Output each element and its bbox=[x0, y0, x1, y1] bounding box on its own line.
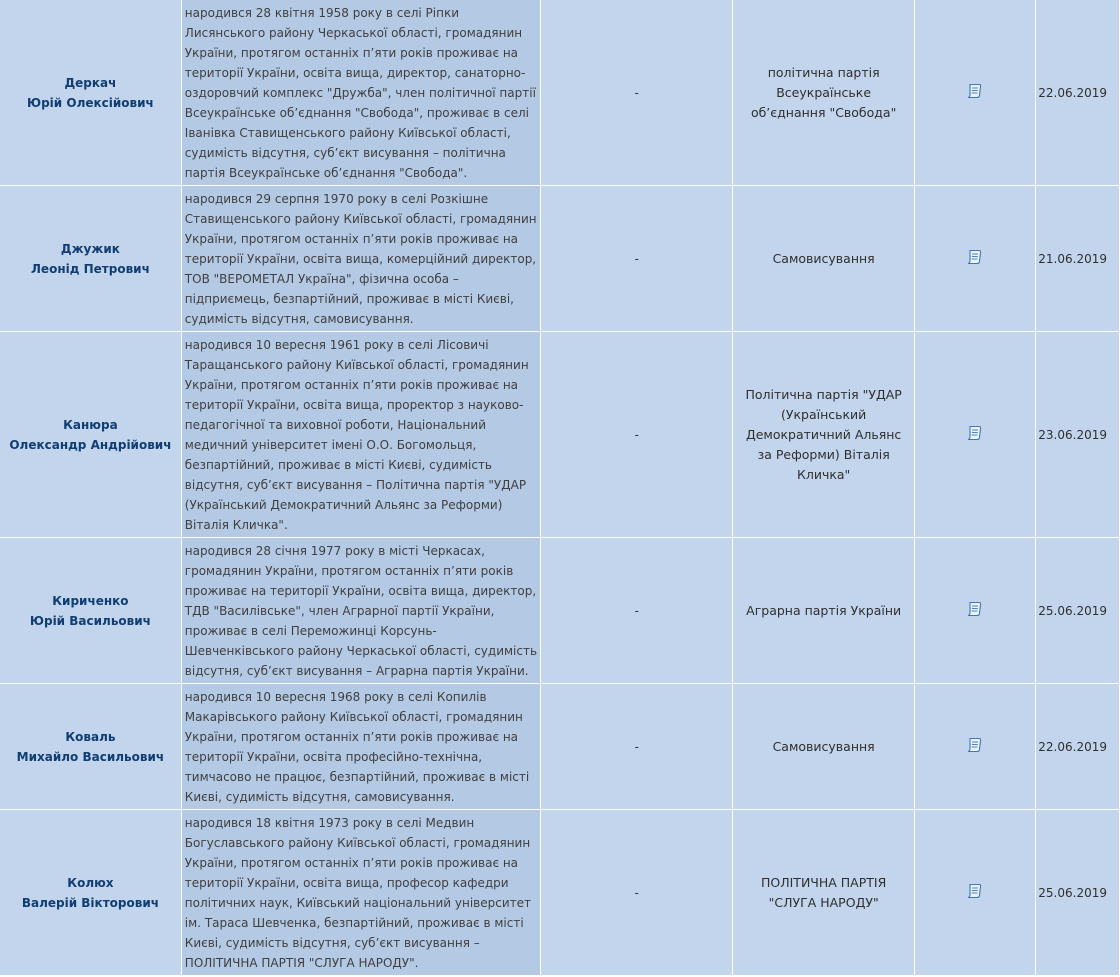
empty-value: - bbox=[541, 186, 732, 331]
nominating-party: Самовисування bbox=[733, 186, 914, 331]
document-icon[interactable] bbox=[966, 249, 983, 265]
nominating-party: Політична партія "УДАР (Український Демократичний Альянс за Реформи) Віталія Кличка" bbox=[733, 332, 914, 537]
candidate-bio: народився 28 квітня 1958 року в селі Ріпки Лисянського району Черкаської області, громадянин України, протягом останніх п’яти років проживає на території України, освіта вища, директор, санаторно-оздоровчий комплекс "Дружба", член політичної партії Всеукраїнське об’єднання "Свобода", проживає в селі Іванівка Ставищенського району Київської області, судимість відсутня, суб’єкт висування – політична партія Всеукраїнське об’єднання "Свобода". bbox=[182, 0, 541, 185]
candidate-name-cell bbox=[0, 186, 181, 331]
registration-date: 22.06.2019 bbox=[1036, 0, 1119, 185]
candidate-bio: народився 29 серпня 1970 року в селі Розкішне Ставищенського району Київської області, громадянин України, протягом останніх п’яти років проживає на території України, освіта вища, комерційний директор, ТОВ "ВЕРОМЕТАЛ Україна", фізична особа – підприємець, безпартійний, проживає в місті Києві, судимість відсутня, самовисування. bbox=[182, 186, 541, 331]
document-icon[interactable] bbox=[966, 83, 983, 99]
table-row bbox=[0, 810, 1119, 975]
document-cell bbox=[915, 810, 1035, 975]
candidate-given-names: Олександр Андрійович bbox=[9, 437, 172, 452]
registration-date: 23.06.2019 bbox=[1036, 332, 1119, 537]
registration-date: 21.06.2019 bbox=[1036, 186, 1119, 331]
nominating-party: політична партія Всеукраїнське об’єднання "Свобода" bbox=[733, 0, 914, 185]
candidate-given-names: Леонід Петрович bbox=[30, 261, 150, 276]
candidate-bio: народився 28 січня 1977 року в місті Черкасах, громадянин України, протягом останніх п’яти років проживає на території України, освіта вища, директор, ТДВ "Василівське", член Аграрної партії України, проживає в селі Переможинці Корсунь-Шевченківського району Черкаської області, судимість відсутня, суб’єкт висування – Аграрна партія України. bbox=[182, 538, 541, 683]
candidate-surname: Колюх bbox=[67, 875, 114, 890]
empty-value: - bbox=[541, 684, 732, 809]
candidate-name-cell bbox=[0, 810, 181, 975]
candidate-bio: народився 10 вересня 1968 року в селі Копилів Макарівського району Київської області, громадянин України, протягом останніх п’яти років проживає на території України, освіта професійно-технічна, тимчасово не працює, безпартійний, проживає в місті Києві, судимість відсутня, самовисування. bbox=[182, 684, 541, 809]
candidate-surname: Джужик bbox=[60, 241, 120, 256]
document-icon[interactable] bbox=[966, 601, 983, 617]
candidate-surname: Канюра bbox=[63, 417, 118, 432]
candidate-given-names: Юрій Васильович bbox=[29, 613, 151, 628]
candidate-surname: Кириченко bbox=[52, 593, 129, 608]
document-cell bbox=[915, 538, 1035, 683]
candidate-name-cell bbox=[0, 0, 181, 185]
document-icon[interactable] bbox=[966, 883, 983, 899]
table-row bbox=[0, 684, 1119, 809]
candidate-name-cell bbox=[0, 684, 181, 809]
registration-date: 25.06.2019 bbox=[1036, 810, 1119, 975]
table-row bbox=[0, 538, 1119, 683]
candidate-given-names: Валерій Вікторович bbox=[21, 895, 159, 910]
table-row bbox=[0, 186, 1119, 331]
document-cell bbox=[915, 684, 1035, 809]
table-row bbox=[0, 332, 1119, 537]
table-row bbox=[0, 0, 1119, 185]
empty-value: - bbox=[541, 332, 732, 537]
document-cell bbox=[915, 332, 1035, 537]
nominating-party: Самовисування bbox=[733, 684, 914, 809]
candidate-given-names: Михайло Васильович bbox=[16, 749, 165, 764]
candidate-surname: Коваль bbox=[65, 729, 116, 744]
candidate-given-names: Юрій Олексійович bbox=[27, 95, 154, 110]
registration-date: 22.06.2019 bbox=[1036, 684, 1119, 809]
candidate-bio: народився 10 вересня 1961 року в селі Лісовичі Таращанського району Київської області, громадянин України, протягом останніх п’яти років проживає на території України, освіта вища, проректор з науково-педагогічної та виховної роботи, Національний медичний університет імені О.О. Богомольця, безпартійний, проживає в місті Києві, судимість відсутня, суб’єкт висування – Політична партія "УДАР (Український Демократичний Альянс за Реформи) Віталія Кличка". bbox=[182, 332, 541, 537]
candidate-bio: народився 18 квітня 1973 року в селі Медвин Богуславського району Київської області, громадянин України, протягом останніх п’яти років проживає на території України, освіта вища, професор кафедри політичних наук, Київський національний університет ім. Тараса Шевченка, безпартійний, проживає в місті Києві, судимість відсутня, суб’єкт висування – ПОЛІТИЧНА ПАРТІЯ "СЛУГА НАРОДУ". bbox=[182, 810, 541, 975]
document-cell bbox=[915, 186, 1035, 331]
registration-date: 25.06.2019 bbox=[1036, 538, 1119, 683]
document-cell bbox=[915, 0, 1035, 185]
nominating-party: ПОЛІТИЧНА ПАРТІЯ "СЛУГА НАРОДУ" bbox=[733, 810, 914, 975]
candidate-name-cell bbox=[0, 538, 181, 683]
empty-value: - bbox=[541, 538, 732, 683]
empty-value: - bbox=[541, 810, 732, 975]
candidate-name-cell bbox=[0, 332, 181, 537]
document-icon[interactable] bbox=[966, 425, 983, 441]
document-icon[interactable] bbox=[966, 737, 983, 753]
nominating-party: Аграрна партія України bbox=[733, 538, 914, 683]
candidate-surname: Деркач bbox=[64, 75, 117, 90]
empty-value: - bbox=[541, 0, 732, 185]
